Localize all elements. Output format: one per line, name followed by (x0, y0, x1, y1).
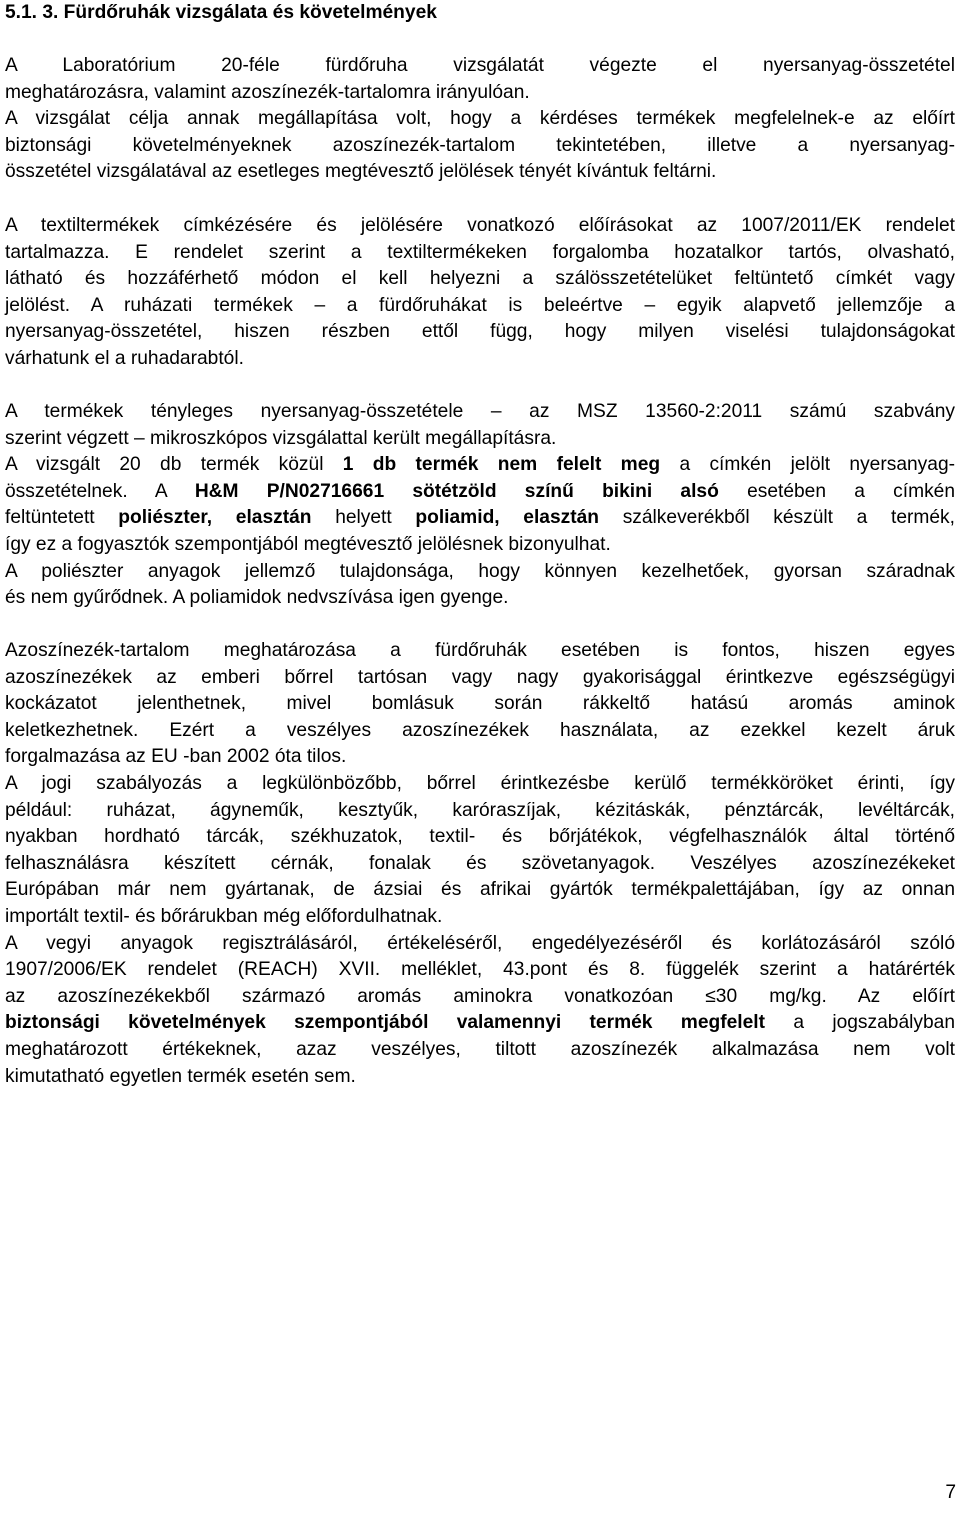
text-line (5, 877, 955, 904)
text-run: nyakban hordható tárcák, székhuzatok, textil- és bőrjátékok, végfelhasználók által történő (5, 826, 955, 848)
text-line (5, 532, 955, 559)
text-line (5, 240, 955, 267)
text-run: 1907/2006/EK rendelet (REACH) XVII. melléklet, 43.pont és 8. függelék szerint a határérték (5, 959, 955, 981)
text-run: forgalmazása az EU -ban 2002 óta tilos. (5, 746, 347, 768)
paragraph (5, 213, 955, 373)
text-run: szerint végzett – mikroszkópos vizsgálattal került megállapításra. (5, 427, 557, 449)
text-run: például: ruházat, ágyneműk, kesztyűk, karóraszíjak, kézitáskák, pénztárcák, levéltárcák, (5, 799, 955, 821)
text-line (5, 984, 955, 1011)
text-run: így ez a fogyasztók szempontjából megtévesztő jelölésnek bizonyulhat. (5, 533, 611, 555)
section-heading: 5.1. 3. Fürdőruhák vizsgálata és követelmények (5, 2, 437, 23)
text-run: összetétel vizsgálatával az esetleges megtévesztő jelölések tényét kívántuk feltárni. (5, 161, 717, 183)
text-line (5, 505, 955, 532)
text-run: nyersanyag-összetétel, hiszen részben ettől függ, hogy milyen viselési tulajdonságokat (5, 321, 955, 343)
text-run: biztonsági követelményeknek azoszínezék-tartalom tekintetében, illetve a nyersanyag- (5, 134, 955, 156)
text-run: jelölést. A ruházati termékek – a fürdőruhákat is beleértve – egyik alapvető jellemzője a (5, 294, 955, 316)
paragraph-azo-dyes (5, 638, 955, 1090)
text-run: Azoszínezék-tartalom meghatározása a fürdőruhák esetében is fontos, hiszen egyes (5, 640, 955, 661)
paragraph (5, 399, 955, 612)
paragraph-labeling-rules (5, 213, 955, 373)
text-line (5, 744, 955, 771)
text-line (5, 798, 955, 825)
text-line (5, 106, 955, 133)
text-run: A jogi szabályozás a legkülönbözőbb, bőrrel érintkezésbe kerülő termékköröket érinti, így (5, 772, 955, 794)
text-run: A textiltermékek címkézésére és jelölésére vonatkozó előírásokat az 1007/2011/EK rendelet (5, 215, 955, 236)
text-line (5, 346, 955, 373)
text-run: feltüntetett (5, 507, 119, 529)
bold-text: biztonsági követelmények szempontjából valamennyi termék megfelelt (5, 1012, 766, 1034)
text-line (5, 426, 955, 453)
text-run: felhasználásra készített cérnák, fonalak és szövetanyagok. Veszélyes azoszínezékeket (5, 852, 955, 874)
text-run: Európában már nem gyártanak, de ázsiai és afrikai gyártók termékpalettájában, így az onnan (5, 879, 955, 901)
text-run: a címkén jelölt nyersanyag- (660, 454, 955, 476)
text-run: meghatározásra, valamint azoszínezék-tartalomra irányulóan. (5, 81, 530, 103)
text-line (5, 1064, 955, 1091)
text-line (5, 80, 955, 107)
page-number: 7 (945, 1482, 956, 1503)
text-line (5, 824, 955, 851)
text-line (5, 904, 955, 931)
text-run: összetételnek. A (5, 480, 195, 502)
text-line (5, 319, 955, 346)
text-line (5, 452, 955, 479)
text-line (5, 53, 955, 80)
text-run: keletkezhetnek. Ezért a veszélyes azoszínezékek használata, az ezekkel kezelt áruk (5, 719, 955, 741)
text-line (5, 638, 955, 665)
text-line (5, 213, 955, 240)
text-run: a jogszabályban (765, 1012, 956, 1034)
bold-text: poliészter, elasztán (118, 507, 312, 529)
text-run: kockázatot jelenthetnek, mivel bomlásuk során rákkeltő hatású aromás aminok (5, 693, 955, 715)
text-run: szálkeverékből készült a termék, (599, 507, 955, 529)
text-run: A vizsgált 20 db termék közül (5, 454, 343, 476)
paragraph (5, 638, 955, 1090)
paragraph-test-scope (5, 53, 955, 186)
text-run: helyett (311, 507, 416, 529)
text-run: tartalmazza. E rendelet szerint a textiltermékeken forgalomba hozatalkor tartós, olvasható, (5, 241, 955, 263)
text-line (5, 665, 955, 692)
text-run: A termékek tényleges nyersanyag-összetétele – az MSZ 13560-2:2011 számú szabvány (5, 401, 955, 422)
text-line (5, 851, 955, 878)
text-line (5, 159, 955, 186)
paragraph (5, 53, 955, 186)
text-run: várhatunk el a ruhadarabtól. (5, 347, 244, 369)
bold-text: H&M P/N02716661 sötétzöld színű bikini alsó (194, 480, 719, 502)
text-run: A poliészter anyagok jellemző tulajdonsága, hogy könnyen kezelhetőek, gyorsan száradnak (5, 560, 955, 582)
text-run: és nem gyűrődnek. A poliamidok nedvszívása igen gyenge. (5, 587, 509, 609)
text-run: látható és hozzáférhető módon el kell helyezni a szálösszetételüket feltüntető címkét vagy (5, 268, 955, 290)
text-line (5, 266, 955, 293)
text-line (5, 931, 955, 958)
text-line (5, 718, 955, 745)
text-run: az azoszínezékekből származó aromás aminokra vonatkozóan ≤30 mg/kg. Az előírt (5, 985, 955, 1007)
text-run: meghatározott értékeknek, azaz veszélyes, tiltott azoszínezék alkalmazása nem volt (5, 1038, 955, 1060)
text-run: A vegyi anyagok regisztrálásáról, értékeléséről, engedélyezéséről és korlátozásáról szóló (5, 932, 955, 954)
text-line (5, 957, 955, 984)
text-run: A Laboratórium 20-féle fürdőruha vizsgálatát végezte el nyersanyag-összetétel (5, 55, 955, 76)
text-line (5, 133, 955, 160)
text-line (5, 771, 955, 798)
bold-text: 1 db termék nem felelt meg (342, 454, 661, 476)
text-line (5, 1010, 955, 1037)
text-line (5, 585, 955, 612)
text-run: azoszínezékek az emberi bőrrel tartósan vagy nagy gyakorisággal érintkezve egészségügyi (5, 666, 955, 688)
paragraph-composition-results (5, 399, 955, 612)
text-line (5, 691, 955, 718)
text-line (5, 559, 955, 586)
text-line (5, 399, 955, 426)
bold-text: poliamid, elasztán (415, 507, 600, 529)
text-run: esetében a címkén (718, 480, 956, 502)
text-line (5, 293, 955, 320)
text-run: kimutatható egyetlen termék esetén sem. (5, 1065, 356, 1087)
text-run: A vizsgálat célja annak megállapítása volt, hogy a kérdéses termékek megfelelnek-e az előírt (5, 108, 955, 130)
text-line (5, 1037, 955, 1064)
text-run: importált textil- és bőrárukban még előfordulhatnak. (5, 905, 443, 927)
text-line (5, 479, 955, 506)
